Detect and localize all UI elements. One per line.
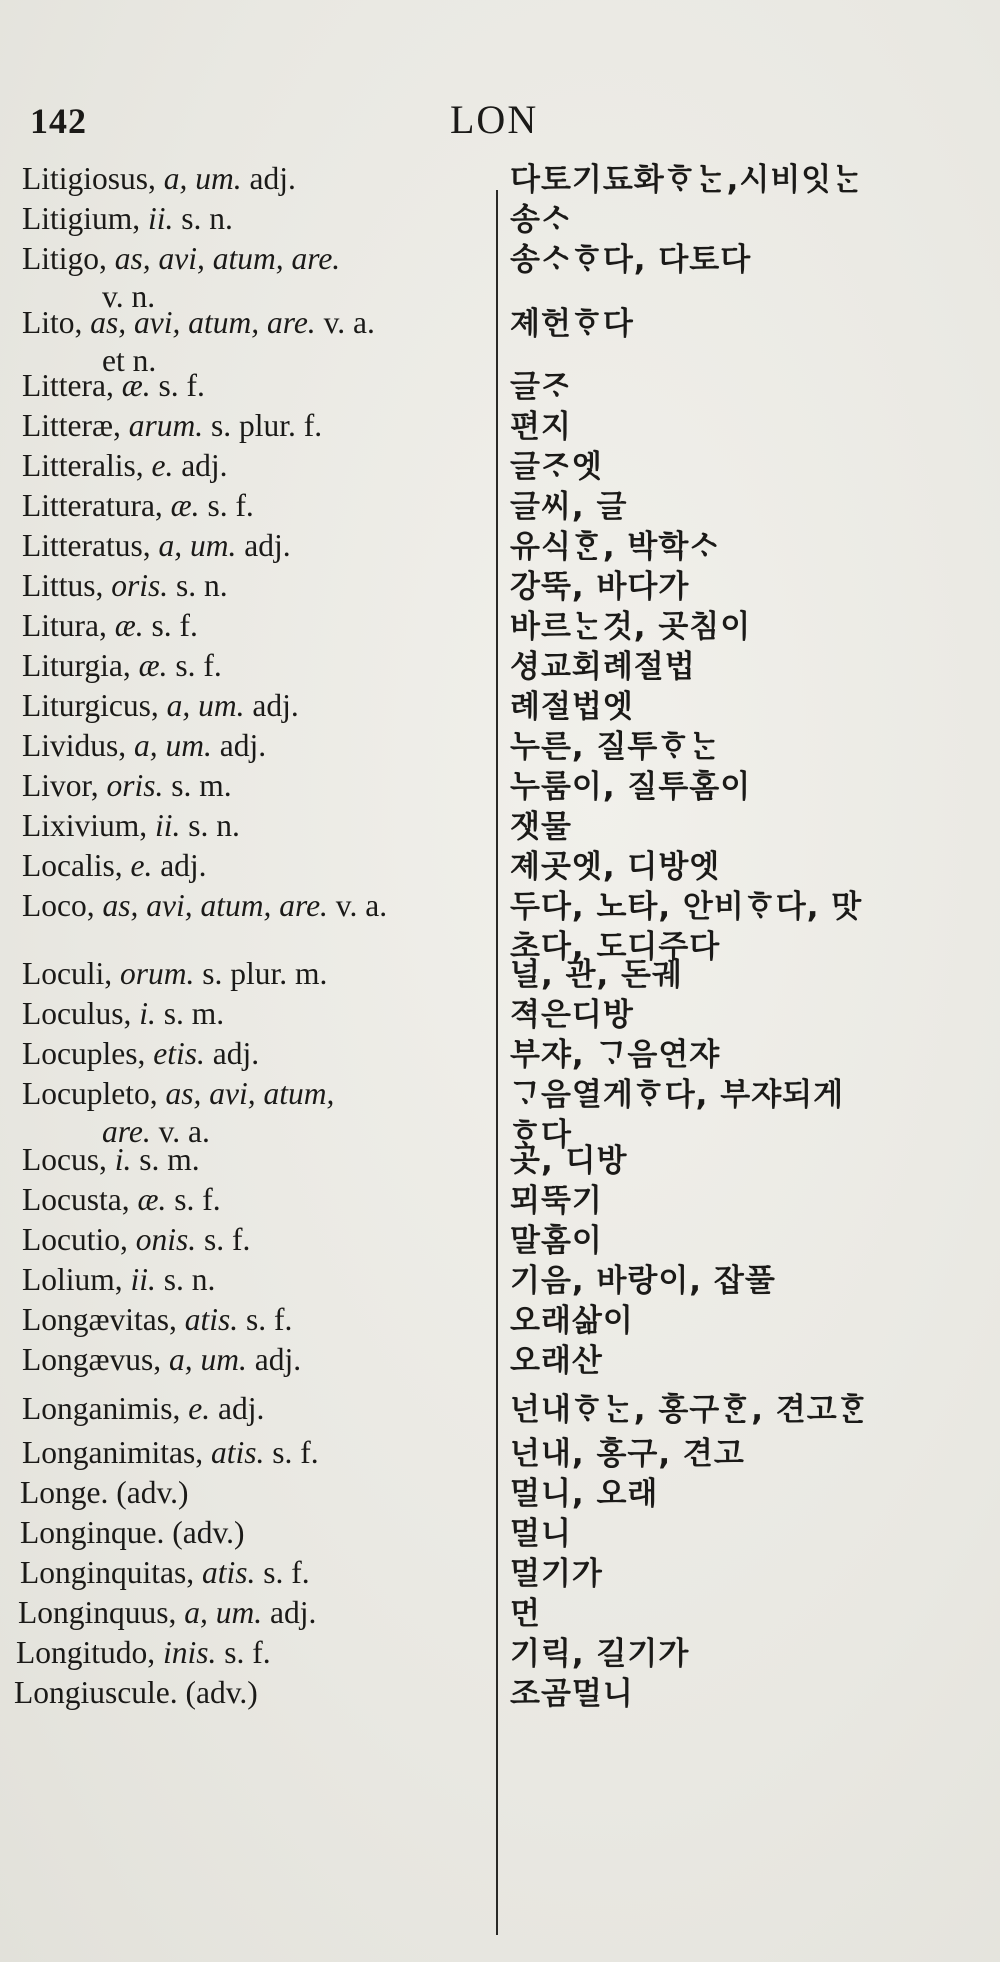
korean-translation	[510, 1141, 980, 1181]
translation-line: 셩교회례절법	[510, 649, 696, 685]
part-of-speech: et n.	[102, 343, 157, 378]
korean-translation	[510, 607, 980, 647]
part-of-speech: adj.	[252, 688, 299, 723]
latin-headword	[20, 1554, 502, 1592]
translation-line: 바르ᄂᆞᆫ것, 곳침이	[510, 609, 752, 645]
inflection-forms: orum.	[119, 956, 195, 991]
headword: Lolium,	[22, 1262, 123, 1297]
part-of-speech: s. m.	[171, 768, 232, 803]
inflection-forms: as, avi, atum, are.	[102, 888, 328, 923]
latin-headword	[22, 955, 504, 993]
translation-line: 널, 관, 돈궤	[510, 957, 683, 993]
headword: Littus,	[22, 568, 104, 603]
korean-translation	[510, 567, 980, 607]
latin-headword	[22, 527, 504, 565]
inflection-forms: atis.	[210, 1435, 265, 1470]
inflection-forms: e.	[151, 448, 174, 483]
translation-line: 먼	[510, 1596, 541, 1632]
latin-headword	[22, 1341, 504, 1379]
inflection-forms: onis.	[135, 1222, 197, 1257]
headword: Longiuscule.	[14, 1675, 178, 1710]
korean-translation	[510, 955, 980, 995]
part-of-speech: (adv.)	[185, 1675, 258, 1710]
latin-headword	[14, 1674, 496, 1712]
latin-headword	[20, 1514, 502, 1552]
latin-headword	[22, 847, 504, 885]
part-of-speech: s. n.	[163, 1262, 216, 1297]
inflection-forms: inis.	[163, 1635, 217, 1670]
part-of-speech: (adv.)	[172, 1515, 245, 1550]
inflection-forms: arum.	[128, 408, 204, 443]
inflection-forms: i.	[139, 996, 156, 1031]
latin-headword	[22, 1221, 504, 1259]
part-of-speech: adj.	[270, 1595, 317, 1630]
korean-translation	[510, 367, 980, 407]
part-of-speech: s. f.	[246, 1302, 293, 1337]
latin-headword	[16, 1634, 498, 1672]
part-of-speech: v. a.	[158, 1114, 210, 1149]
headword: Liturgia,	[22, 648, 131, 683]
part-of-speech: s. f.	[207, 488, 254, 523]
latin-headword	[22, 1075, 504, 1151]
translation-line: 글씨, 글	[510, 489, 628, 525]
translation-line: 유식ᄒᆞᆫ, 박학ᄉᆞ	[510, 529, 721, 565]
latin-headword	[22, 1181, 504, 1219]
inflection-forms: a, um.	[169, 1342, 247, 1377]
inflection-forms: ii.	[148, 201, 174, 236]
translation-line: 젹은디방	[510, 997, 634, 1033]
translation-line: 초다, 도디주다	[510, 929, 721, 965]
headword: Litigiosus,	[22, 161, 156, 196]
korean-translation	[510, 407, 980, 447]
headword: Longævus,	[22, 1342, 162, 1377]
korean-translation	[510, 1261, 980, 1301]
translation-line: 두다, 노타, 안비ᄒᆞ다, 맛	[510, 889, 863, 925]
part-of-speech: s. f.	[174, 1182, 221, 1217]
part-of-speech: adj.	[244, 528, 291, 563]
korean-translation	[510, 1514, 980, 1554]
headword: Longe.	[20, 1475, 109, 1510]
part-of-speech: s. n.	[188, 808, 240, 843]
latin-headword	[22, 607, 504, 645]
korean-translation	[510, 807, 980, 847]
translation-line: 넌내, 홍구, 견고	[510, 1436, 745, 1472]
part-of-speech: s. f.	[263, 1555, 310, 1590]
latin-headword	[22, 567, 504, 605]
latin-headword	[22, 1261, 504, 1299]
inflection-forms: æ.	[137, 1182, 167, 1217]
part-of-speech: s. f.	[175, 648, 222, 683]
part-of-speech: s. f.	[151, 608, 198, 643]
latin-headword	[22, 160, 504, 198]
inflection-forms: as, avi, atum, are.	[90, 305, 316, 340]
translation-line: 오래삶이	[510, 1303, 634, 1339]
inflection-forms: as, avi, atum,	[165, 1076, 335, 1111]
headword: Longinquus,	[18, 1595, 177, 1630]
part-of-speech: s. plur. f.	[211, 408, 323, 443]
translation-line: 강뚝, 바다가	[510, 569, 690, 605]
latin-headword	[22, 995, 504, 1033]
translation-line: ᄀᆞ음열게ᄒᆞ다, 부쟈되게	[510, 1077, 845, 1113]
latin-headword	[22, 447, 504, 485]
korean-translation	[510, 767, 980, 807]
korean-translation	[510, 1390, 980, 1430]
translation-line: 글ᄌᆞ엣	[510, 449, 603, 485]
headword: Longævitas,	[22, 1302, 177, 1337]
korean-translation	[510, 1474, 980, 1514]
part-of-speech: s. m.	[163, 996, 225, 1031]
part-of-speech: s. n.	[176, 568, 228, 603]
latin-headword	[18, 1594, 500, 1632]
translation-line: 멀기가	[510, 1556, 603, 1592]
part-of-speech: adj.	[212, 1036, 260, 1071]
latin-headword	[22, 407, 504, 445]
translation-line: 례절법엣	[510, 689, 634, 725]
korean-translation	[510, 1301, 980, 1341]
headword: Litigium,	[22, 201, 141, 236]
translation-line: 편지	[510, 409, 572, 445]
inflection-forms: a, um.	[184, 1595, 263, 1630]
inflection-forms: as, avi, atum, are.	[114, 241, 341, 276]
translation-line: 송ᄉᆞᄒᆞ다, 다토다	[510, 242, 752, 278]
page-number: 142	[30, 101, 87, 141]
translation-line: 멀니, 오래	[510, 1476, 659, 1512]
headword: Longinquitas,	[20, 1555, 195, 1590]
translation-line: 멀니	[510, 1516, 572, 1552]
headword: Loculi,	[22, 956, 113, 991]
part-of-speech: s. m.	[139, 1142, 200, 1177]
korean-translation	[510, 847, 980, 887]
headword: Loco,	[22, 888, 95, 923]
korean-translation	[510, 1634, 980, 1674]
part-of-speech: adj.	[160, 848, 207, 883]
inflection-forms: a, um.	[163, 161, 242, 196]
headword: Locupleto,	[22, 1076, 158, 1111]
part-of-speech: s. f.	[158, 368, 205, 403]
korean-translation	[510, 687, 980, 727]
inflection-forms: æ.	[170, 488, 200, 523]
korean-translation	[510, 1341, 980, 1381]
translation-line: 기릭, 길기가	[510, 1636, 690, 1672]
inflection-forms: ii.	[130, 1262, 156, 1297]
headword: Livor,	[22, 768, 99, 803]
headword: Locuples,	[22, 1036, 146, 1071]
headword: Lividus,	[22, 728, 127, 763]
korean-translation	[510, 1594, 980, 1634]
latin-headword	[22, 487, 504, 525]
translation-line: 잿물	[510, 809, 572, 845]
translation-line: 누른, 질투ᄒᆞᄂᆞᆫ	[510, 729, 721, 765]
translation-line: 조곰멀니	[510, 1676, 634, 1712]
latin-headword	[22, 727, 504, 765]
headword: Litteræ,	[22, 408, 121, 443]
translation-line: 송ᄉᆞ	[510, 202, 572, 238]
inflection-forms: ii.	[155, 808, 181, 843]
latin-headword	[22, 1141, 504, 1179]
latin-headword	[22, 767, 504, 805]
inflection-forms: atis.	[202, 1555, 256, 1590]
part-of-speech: s. n.	[181, 201, 233, 236]
translation-line: 곳, 디방	[510, 1143, 628, 1179]
translation-line: ᄒᆞ다	[510, 1117, 572, 1153]
korean-translation	[510, 160, 980, 200]
inflection-forms: oris.	[106, 768, 164, 803]
headword: Litteratura,	[22, 488, 163, 523]
translation-line: 뫼뚝기	[510, 1183, 603, 1219]
korean-translation	[510, 1181, 980, 1221]
part-of-speech: adj.	[254, 1342, 302, 1377]
translation-line: 말홈이	[510, 1223, 603, 1259]
latin-headword	[22, 1035, 504, 1073]
inflection-forms: a, um.	[134, 728, 212, 763]
inflection-forms: æ.	[138, 648, 168, 683]
korean-translation	[510, 647, 980, 687]
translation-line: 부쟈, ᄀᆞ음연쟈	[510, 1037, 721, 1073]
korean-translation	[510, 1221, 980, 1261]
part-of-speech: adj.	[219, 728, 267, 763]
korean-translation	[510, 995, 980, 1035]
inflection-forms: e.	[130, 848, 153, 883]
translation-line: 기음, 바랑이, 잡풀	[510, 1263, 776, 1299]
part-of-speech: adj.	[217, 1391, 265, 1426]
running-header: LON	[450, 97, 539, 142]
inflection-forms: are.	[102, 1114, 151, 1149]
inflection-forms: atis.	[184, 1302, 239, 1337]
latin-headword	[22, 647, 504, 685]
translation-line: 졔곳엣, 디방엣	[510, 849, 721, 885]
translation-line: 오래산	[510, 1343, 603, 1379]
inflection-forms: i.	[114, 1142, 132, 1177]
headword: Longitudo,	[16, 1635, 156, 1670]
part-of-speech: s. f.	[204, 1222, 251, 1257]
part-of-speech: v. a.	[335, 888, 388, 923]
headword: Locutio,	[22, 1222, 128, 1257]
inflection-forms: oris.	[111, 568, 169, 603]
headword: Localis,	[22, 848, 123, 883]
latin-headword	[22, 367, 504, 405]
part-of-speech: v. a.	[323, 305, 375, 340]
translation-line: 다토기됴화ᄒᆞᄂᆞᆫ,시비잇ᄂᆞᆫ	[510, 162, 864, 198]
headword: Lixivium,	[22, 808, 148, 843]
part-of-speech: adj.	[181, 448, 228, 483]
latin-headword	[20, 1474, 502, 1512]
headword: Litteralis,	[22, 448, 144, 483]
korean-translation	[510, 527, 980, 567]
headword: Locusta,	[22, 1182, 130, 1217]
translation-line: 졔헌ᄒᆞ다	[510, 306, 634, 342]
part-of-speech: v. n.	[102, 279, 156, 314]
latin-headword	[22, 807, 504, 845]
inflection-forms: a, um.	[158, 528, 237, 563]
korean-translation	[510, 200, 980, 240]
latin-headword	[22, 687, 504, 725]
headword: Longinque.	[20, 1515, 165, 1550]
headword: Longanimitas,	[22, 1435, 204, 1470]
latin-headword	[22, 1434, 504, 1472]
latin-headword	[22, 1301, 504, 1339]
korean-translation	[510, 240, 980, 280]
korean-translation	[510, 304, 980, 344]
korean-translation	[510, 487, 980, 527]
headword: Longanimis,	[22, 1391, 181, 1426]
headword: Liturgicus,	[22, 688, 159, 723]
korean-translation	[510, 1434, 980, 1474]
translation-line: 넌내ᄒᆞᄂᆞᆫ, 홍구ᄒᆞᆫ, 견고ᄒᆞᆫ	[510, 1392, 869, 1428]
korean-translation	[510, 727, 980, 767]
korean-translation	[510, 1674, 980, 1714]
headword: Littera,	[22, 368, 114, 403]
headword: Litigo,	[22, 241, 107, 276]
headword: Locus,	[22, 1142, 107, 1177]
part-of-speech: adj.	[249, 161, 296, 196]
part-of-speech: s. f.	[272, 1435, 319, 1470]
inflection-forms: etis.	[153, 1036, 205, 1071]
headword: Litteratus,	[22, 528, 151, 563]
latin-headword	[22, 1390, 504, 1428]
korean-translation	[510, 447, 980, 487]
translation-line: 누룸이, 질투홈이	[510, 769, 752, 805]
latin-headword	[22, 887, 504, 925]
korean-translation	[510, 1035, 980, 1075]
korean-translation	[510, 1554, 980, 1594]
inflection-forms: e.	[188, 1391, 211, 1426]
part-of-speech: s. f.	[224, 1635, 271, 1670]
part-of-speech: (adv.)	[116, 1475, 189, 1510]
translation-line: 글ᄌᆞ	[510, 369, 572, 405]
headword: Litura,	[22, 608, 107, 643]
inflection-forms: æ.	[114, 608, 144, 643]
inflection-forms: a, um.	[166, 688, 245, 723]
latin-headword	[22, 200, 504, 238]
headword: Loculus,	[22, 996, 132, 1031]
part-of-speech: s. plur. m.	[202, 956, 328, 991]
headword: Lito,	[22, 305, 83, 340]
inflection-forms: æ.	[121, 368, 151, 403]
